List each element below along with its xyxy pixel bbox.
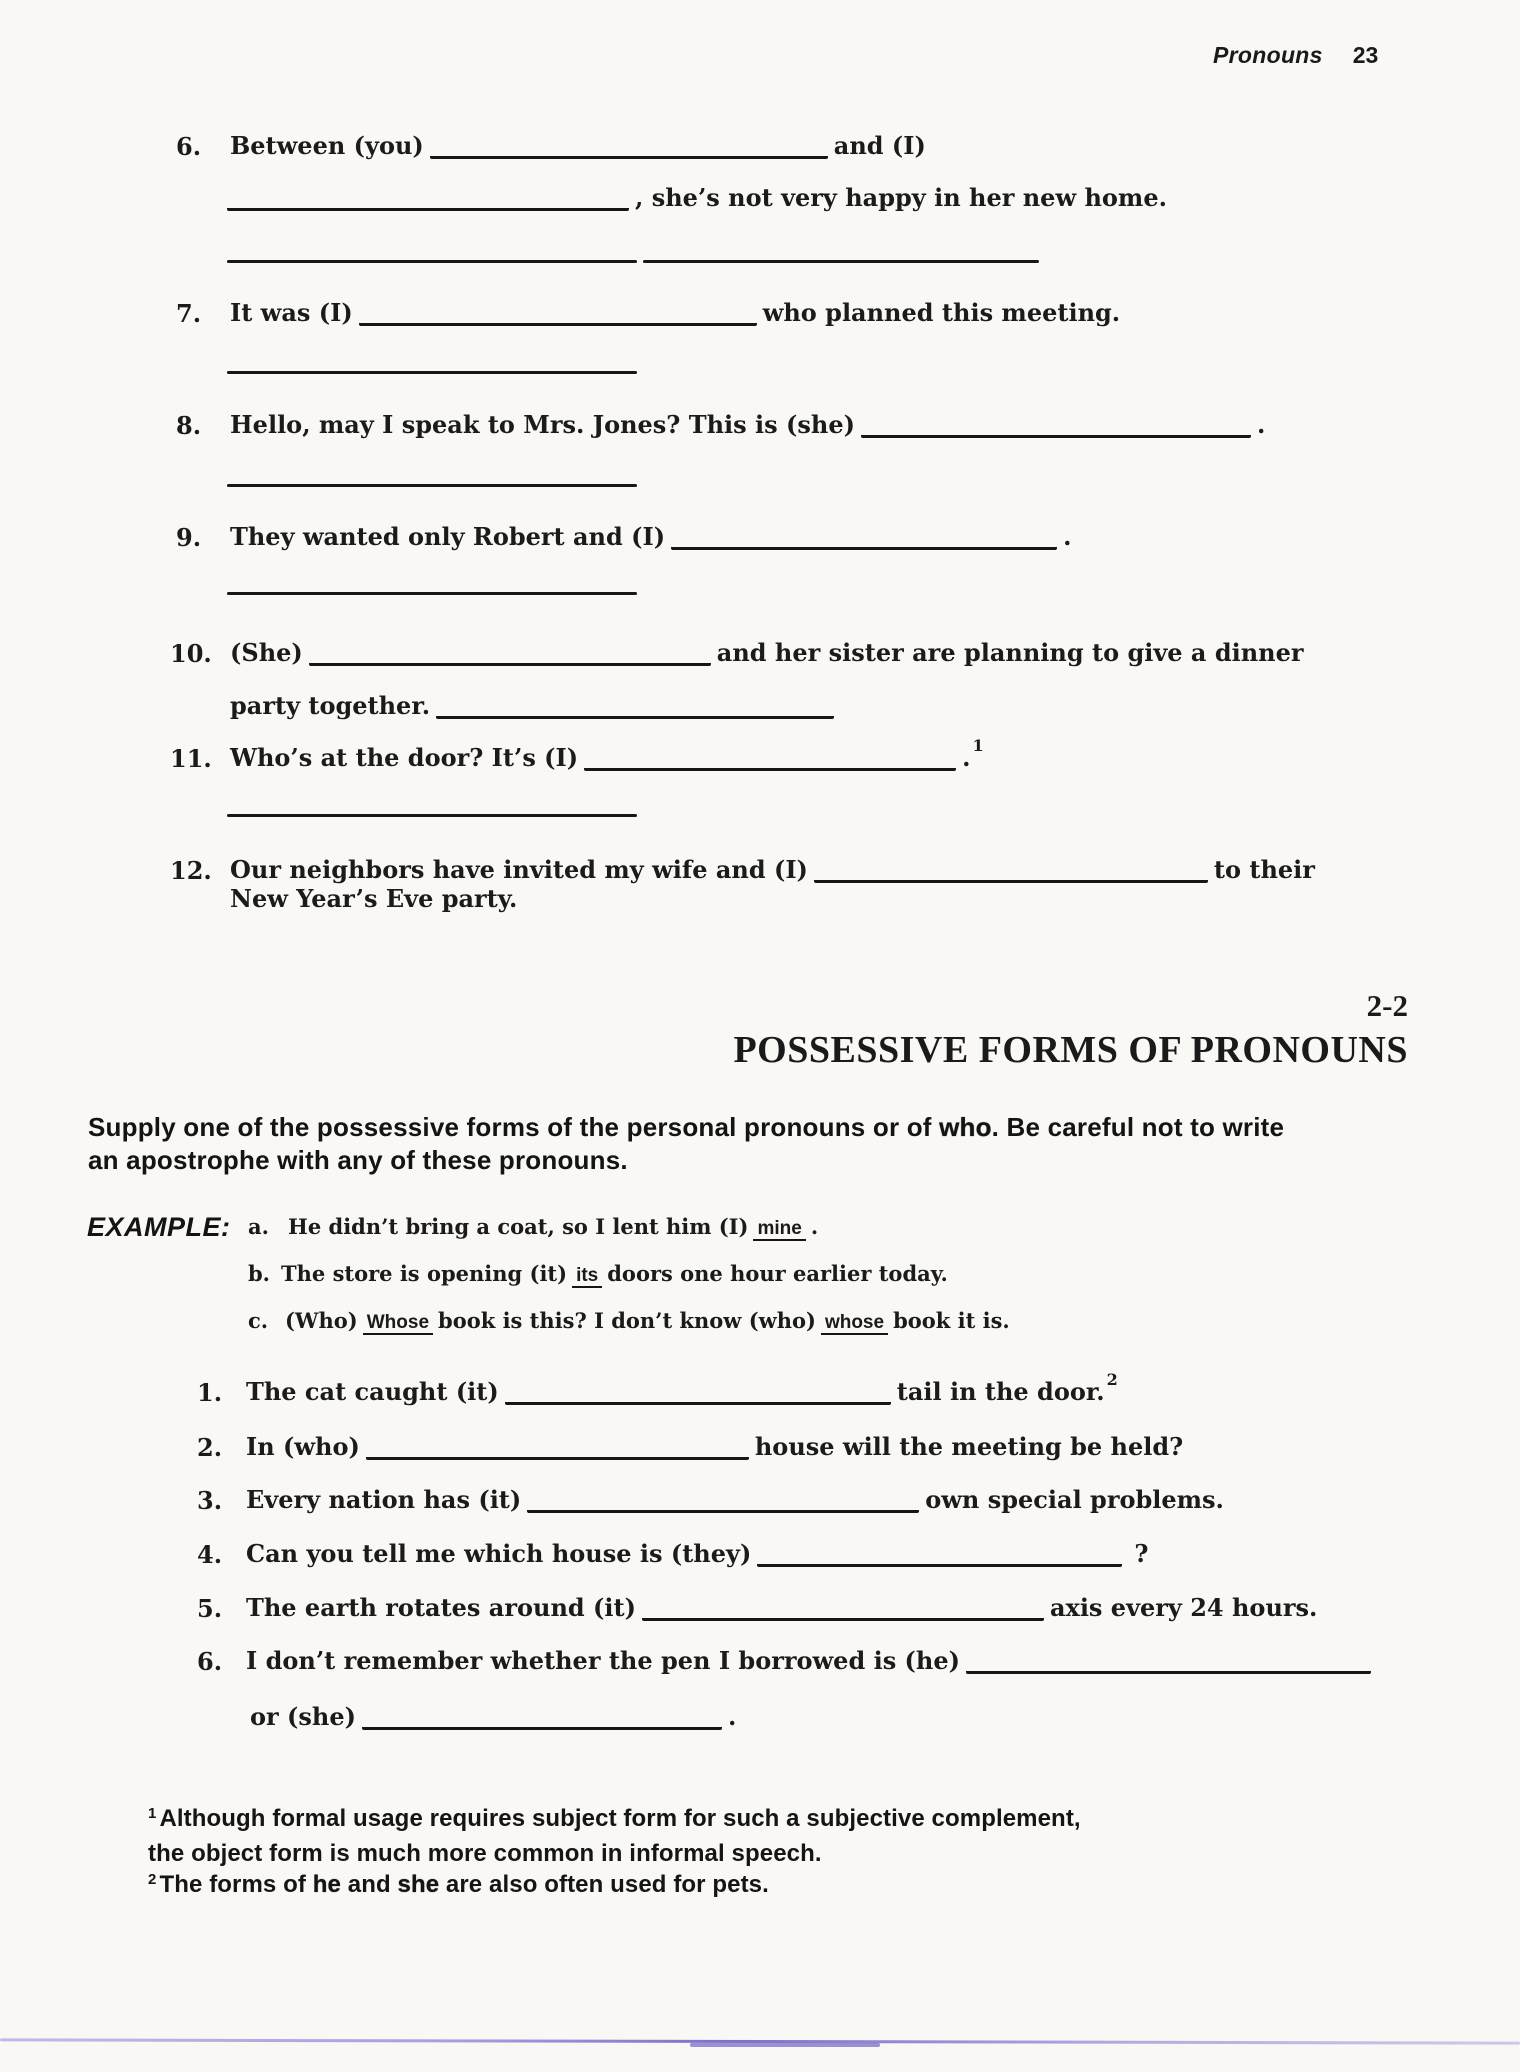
item-text: tail in the door. (896, 1377, 1105, 1406)
item-text: house will the meeting be held? (754, 1432, 1184, 1461)
instructions-line2: an apostrophe with any of these pronouns. (88, 1145, 628, 1175)
item-number: 8. (176, 411, 202, 440)
example-answer: whose (821, 1312, 888, 1335)
scan-edge-highlight (690, 2043, 880, 2047)
write-in-blank (642, 1608, 1044, 1621)
exercise-item-8 (230, 411, 1265, 439)
exercise2-item-3 (246, 1486, 1224, 1514)
footnote-ref-2: 2 (1106, 1370, 1118, 1389)
footnote-marker: 2 (148, 1871, 157, 1888)
write-in-blank (359, 313, 757, 326)
exercise-item-10-line2 (230, 692, 840, 720)
item-number: 5. (197, 1594, 223, 1623)
example-answer: mine (753, 1218, 805, 1241)
write-in-blank (584, 758, 956, 771)
footnote-marker: 1 (148, 1805, 157, 1822)
write-in-blank (505, 1392, 891, 1405)
item-number: 6. (197, 1647, 223, 1676)
item-number: 9. (176, 523, 202, 552)
example-letter: c. (248, 1308, 269, 1333)
exercise-item-12 (230, 856, 1315, 884)
footnote-ref-1: 1 (972, 736, 984, 755)
item-text: The cat caught (it) (246, 1377, 499, 1406)
item-number: 11. (170, 744, 212, 773)
write-in-blank (527, 1500, 919, 1513)
item-text: Hello, may I speak to Mrs. Jones? This is (she) (230, 410, 855, 439)
item-text: Who’s at the door? It’s (I) (230, 743, 579, 772)
item-text: who planned this meeting. (762, 298, 1121, 327)
write-in-blank (861, 425, 1251, 438)
exercise2-item-6-line2 (250, 1703, 736, 1731)
item-text: . (727, 1702, 737, 1731)
exercise-item-9 (230, 523, 1071, 551)
example-item-b: The store is opening (it) its doors one hour earlier today. (281, 1261, 948, 1286)
item-text: own special problems. (925, 1485, 1224, 1514)
item-text: New Year’s Eve party. (230, 884, 518, 913)
answer-line (227, 260, 637, 263)
emphasized-she: she (397, 1871, 440, 1898)
item-text: or (she) (250, 1702, 356, 1731)
exercise2-item-6 (246, 1647, 1377, 1675)
item-text: and her sister are planning to give a dinner (716, 638, 1304, 667)
exercise2-item-5 (246, 1594, 1317, 1622)
item-number: 4. (197, 1540, 223, 1569)
answer-line (227, 371, 637, 374)
exercise-item-6 (230, 132, 926, 160)
emphasized-he: he (312, 1871, 341, 1898)
item-number: 6. (176, 132, 202, 161)
item-number: 1. (197, 1378, 223, 1407)
write-in-blank (362, 1717, 722, 1730)
write-in-blank (671, 537, 1057, 550)
item-text: Our neighbors have invited my wife and (I) (230, 855, 808, 884)
example-answer: its (572, 1265, 602, 1288)
item-text: ? (1134, 1539, 1149, 1568)
item-number: 3. (197, 1486, 223, 1515)
exercise-item-12-line2 (230, 885, 517, 913)
item-text: . (1256, 410, 1266, 439)
page-header (1213, 42, 1378, 69)
item-text: Between (you) (230, 131, 424, 160)
example-item-a: He didn’t bring a coat, so I lent him (I) mine . (288, 1214, 819, 1239)
write-in-blank (814, 870, 1208, 883)
item-number: 10. (170, 639, 212, 668)
footnote-2: $^2$ The forms of he and she are also often used for pets. (148, 1871, 769, 1898)
write-in-blank (757, 1554, 1122, 1567)
instructions-line1: Supply one of the possessive forms of the personal pronouns or of who. Be careful not to write (88, 1112, 1285, 1142)
item-number: 12. (170, 856, 212, 885)
instructions (88, 1111, 1284, 1177)
item-text: axis every 24 hours. (1049, 1593, 1318, 1622)
exercise2-item-1 (246, 1370, 1118, 1409)
exercise-item-6-line2 (227, 184, 1167, 212)
running-title: Pronouns (1213, 42, 1323, 68)
item-text: I don’t remember whether the pen I borrowed is (he) (246, 1646, 960, 1675)
item-number: 7. (176, 299, 202, 328)
exercise2-item-2 (246, 1433, 1183, 1461)
item-text: They wanted only Robert and (I) (230, 522, 666, 551)
section-number: 2-2 (1366, 988, 1408, 1023)
answer-line (227, 814, 637, 817)
section-title: POSSESSIVE FORMS OF PRONOUNS (733, 1029, 1408, 1071)
answer-line (643, 260, 1039, 263)
write-in-blank (227, 198, 629, 211)
item-text: It was (I) (230, 298, 353, 327)
item-text: In (who) (246, 1432, 360, 1461)
emphasized-who: who (939, 1112, 992, 1142)
write-in-blank (966, 1661, 1371, 1674)
item-text: , she’s not very happy in her new home. (635, 183, 1167, 212)
exercise-item-11 (230, 736, 984, 775)
item-number: 2. (197, 1433, 223, 1462)
item-text: . (962, 743, 971, 772)
footnote-1-line1: $^1$ Although formal usage requires subject form for such a subjective complement, (148, 1805, 1081, 1832)
write-in-blank (430, 146, 828, 159)
write-in-blank (366, 1447, 749, 1460)
example-letter: a. (248, 1214, 269, 1239)
footnote-1-line2: the object form is much more common in informal speech. (148, 1840, 822, 1867)
item-text: Can you tell me which house is (they) (246, 1539, 752, 1568)
exercise2-item-4 (246, 1540, 1148, 1568)
answer-line (227, 484, 637, 487)
item-text: . (1063, 522, 1072, 551)
item-text: (She) (230, 638, 303, 667)
write-in-blank (309, 653, 711, 666)
exercise-item-7 (230, 299, 1120, 327)
write-in-blank (436, 706, 834, 719)
item-text: party together. (230, 691, 431, 720)
item-text: Every nation has (it) (246, 1485, 522, 1514)
item-text: to their (1213, 855, 1315, 884)
example-letter: b. (248, 1261, 270, 1286)
example-answer: Whose (363, 1312, 433, 1335)
example-label: EXAMPLE: (87, 1212, 231, 1242)
example-item-c: (Who) Whose book is this? I don’t know (who) whose book it is. (285, 1308, 1010, 1333)
answer-line (227, 592, 637, 595)
exercise-item-10 (230, 639, 1304, 667)
item-text: The earth rotates around (it) (246, 1593, 636, 1622)
item-text: and (I) (833, 131, 926, 160)
page-number: 23 (1352, 42, 1379, 68)
